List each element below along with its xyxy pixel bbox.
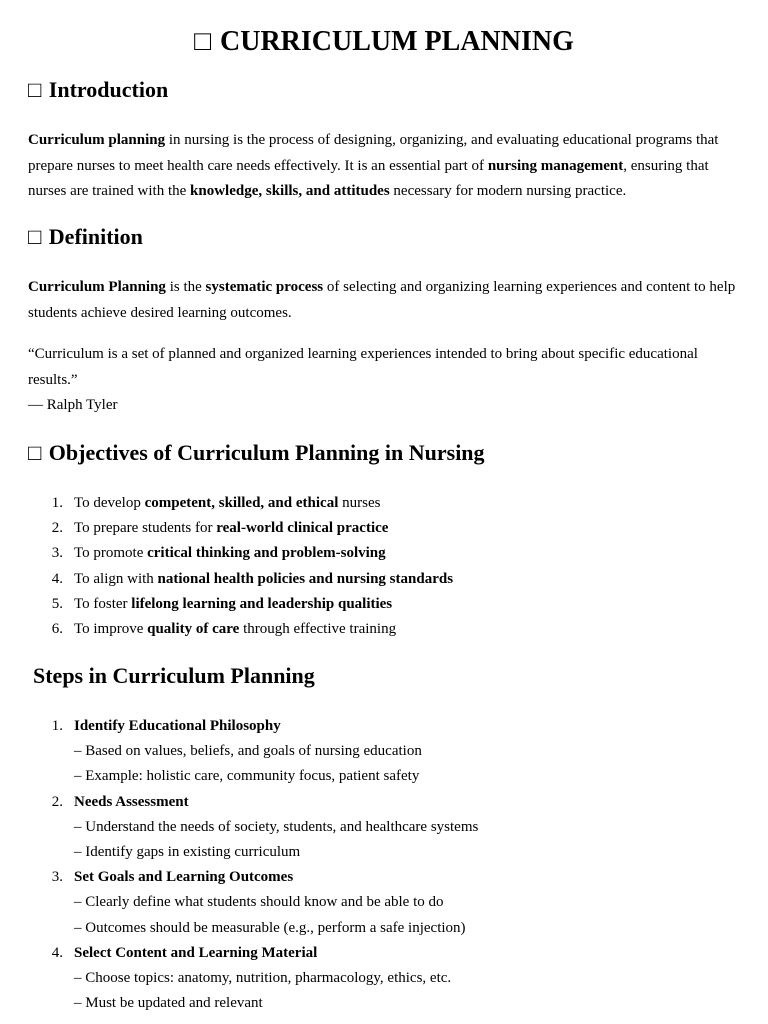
list-subitem bbox=[28, 815, 743, 840]
steps-list bbox=[28, 714, 743, 1016]
bold-term: Curriculum Planning bbox=[28, 279, 166, 295]
list-number: 3. bbox=[51, 545, 63, 562]
item-text: nurses bbox=[338, 495, 381, 511]
placeholder-box-icon: □ bbox=[28, 440, 42, 465]
item-text: To promote bbox=[74, 545, 148, 562]
subitem-text: – Must be updated and relevant bbox=[74, 995, 263, 1012]
list-item bbox=[28, 865, 743, 890]
list-number: 4. bbox=[51, 944, 63, 961]
definition-heading-text: Definition bbox=[48, 224, 143, 249]
subitem-text: – Example: holistic care, community focus, patient safety bbox=[74, 768, 420, 785]
quote-text: “Curriculum is a set of planned and organized learning experiences intended to bring about specific educational results.” bbox=[28, 346, 698, 388]
list-number: 6. bbox=[51, 620, 63, 637]
placeholder-box-icon: □ bbox=[28, 224, 42, 249]
objectives-heading-text: Objectives of Curriculum Planning in Nursing bbox=[48, 440, 485, 465]
list-item-text bbox=[74, 491, 380, 516]
bold-term: lifelong learning and leadership qualities bbox=[131, 595, 393, 612]
paragraph-text: is the bbox=[165, 279, 206, 295]
list-item bbox=[28, 790, 743, 815]
bold-term: critical thinking and problem-solving bbox=[147, 545, 386, 562]
quote-attribution: — Ralph Tyler bbox=[28, 397, 118, 413]
steps-heading-text: Steps in Curriculum Planning bbox=[33, 663, 315, 688]
list-subitem bbox=[28, 764, 743, 789]
introduction-heading-text: Introduction bbox=[48, 77, 169, 102]
step-title: Set Goals and Learning Outcomes bbox=[74, 869, 294, 886]
subitem-text: – Outcomes should be measurable (e.g., perform a safe injection) bbox=[74, 919, 466, 936]
list-item-text bbox=[74, 516, 388, 541]
list-subitem bbox=[28, 840, 743, 865]
page-title-text: CURRICULUM PLANNING bbox=[220, 26, 574, 57]
list-item-text bbox=[74, 617, 396, 642]
bold-term: systematic process bbox=[205, 279, 324, 295]
item-text: To prepare students for bbox=[74, 520, 217, 537]
list-item-text bbox=[74, 541, 386, 566]
objectives-list bbox=[28, 491, 743, 642]
subitem-text: – Choose topics: anatomy, nutrition, pharmacology, ethics, etc. bbox=[74, 969, 452, 986]
list-number: 1. bbox=[51, 718, 63, 734]
list-item-text bbox=[74, 592, 392, 617]
list-number: 2. bbox=[51, 520, 63, 537]
placeholder-box-icon: □ bbox=[28, 77, 42, 102]
list-subitem bbox=[28, 916, 743, 941]
step-title: Identify Educational Philosophy bbox=[74, 718, 281, 734]
list-item bbox=[28, 567, 743, 592]
paragraph-text: necessary for modern nursing practice. bbox=[389, 183, 627, 199]
list-item bbox=[28, 941, 743, 966]
list-item bbox=[28, 516, 743, 541]
item-text: To align with bbox=[74, 570, 158, 587]
item-text: through effective training bbox=[239, 620, 397, 637]
list-item bbox=[28, 617, 743, 642]
step-title: Needs Assessment bbox=[74, 793, 189, 810]
placeholder-box-icon: □ bbox=[194, 26, 212, 57]
list-item bbox=[28, 714, 743, 739]
paragraph-text: in nursing is the process of designing, organizing, and evaluating educational programs that prepare nurses to meet health care needs effectively. It is an essential part of bbox=[28, 132, 719, 174]
item-text: To improve bbox=[74, 620, 148, 637]
bold-term: Curriculum planning bbox=[28, 132, 166, 148]
bold-term: knowledge, skills, and attitudes bbox=[190, 183, 390, 199]
list-subitem bbox=[28, 991, 743, 1016]
list-subitem bbox=[28, 966, 743, 991]
introduction-heading bbox=[28, 76, 168, 104]
definition-paragraph bbox=[28, 275, 743, 326]
subitem-text: – Identify gaps in existing curriculum bbox=[74, 843, 301, 860]
definition-heading bbox=[28, 223, 143, 251]
bold-term: national health policies and nursing standards bbox=[157, 570, 454, 587]
list-item bbox=[28, 541, 743, 566]
list-item-text bbox=[74, 567, 453, 592]
paragraph-text: of selecting and organizing learning experiences and content to help students achieve desired learning outcomes. bbox=[28, 279, 736, 321]
paragraph-text: , ensuring that nurses are trained with the bbox=[28, 157, 709, 199]
subitem-text: – Understand the needs of society, students, and healthcare systems bbox=[74, 818, 479, 835]
subitem-text: – Clearly define what students should know and be able to do bbox=[74, 894, 444, 911]
bold-term: real-world clinical practice bbox=[216, 520, 389, 537]
list-number: 2. bbox=[51, 793, 63, 810]
list-item bbox=[28, 491, 743, 516]
definition-quote bbox=[28, 342, 743, 419]
list-item bbox=[28, 592, 743, 617]
list-subitem bbox=[28, 739, 743, 764]
introduction-paragraph bbox=[28, 128, 743, 205]
bold-term: competent, skilled, and ethical bbox=[144, 495, 339, 511]
item-text: To foster bbox=[74, 595, 132, 612]
list-number: 3. bbox=[51, 869, 63, 886]
bold-term: nursing management bbox=[487, 157, 624, 174]
steps-heading bbox=[33, 662, 315, 690]
bold-term: quality of care bbox=[147, 620, 240, 637]
item-text: To develop bbox=[74, 495, 145, 511]
list-number: 1. bbox=[51, 495, 63, 511]
objectives-heading bbox=[28, 439, 485, 467]
page-title bbox=[0, 24, 768, 60]
subitem-text: – Based on values, beliefs, and goals of nursing education bbox=[74, 743, 422, 760]
list-subitem bbox=[28, 890, 743, 915]
step-title: Select Content and Learning Material bbox=[74, 944, 318, 961]
list-number: 4. bbox=[51, 570, 63, 587]
list-number: 5. bbox=[51, 595, 63, 612]
